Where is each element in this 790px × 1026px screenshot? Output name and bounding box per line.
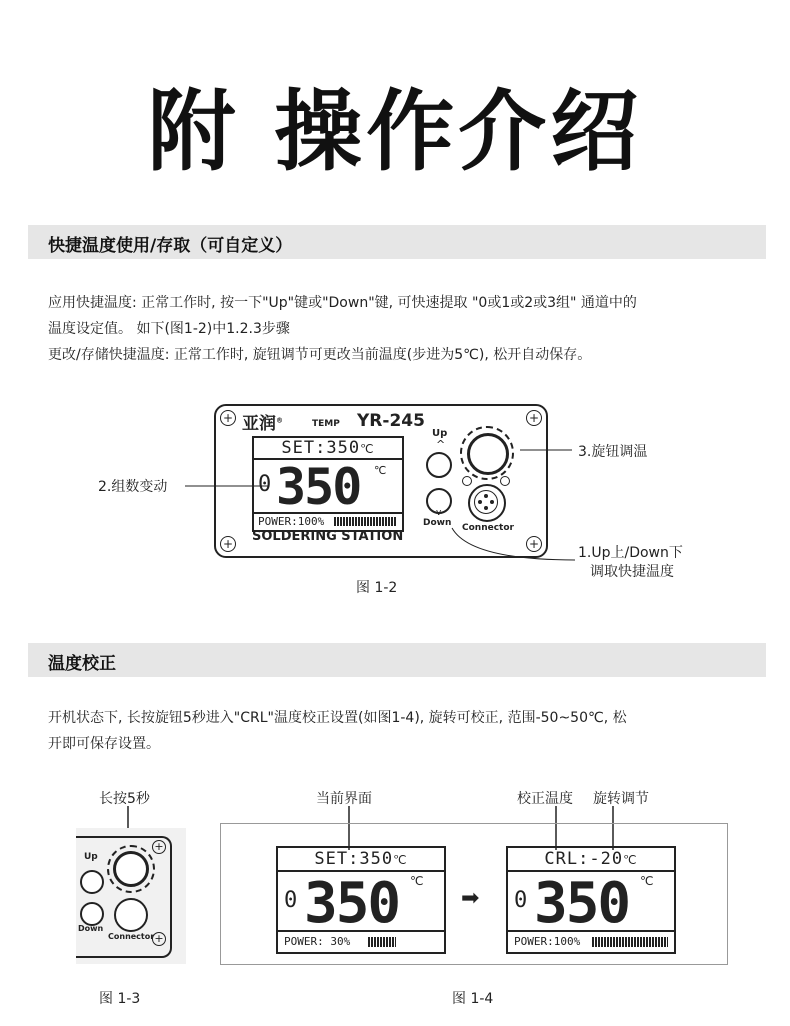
para-line: 更改/存储快捷温度: 正常工作时, 旋钮调节可更改当前温度(步进为5℃), 松开自动保存。 <box>48 347 592 363</box>
lcd-group-number: 0 <box>514 888 528 913</box>
figure-caption: 图 1-3 <box>99 991 141 1007</box>
para-line: 开机状态下, 长按旋钮5秒进入"CRL"温度校正设置(如图1-4), 旋转可校正, 范围-50~50℃, 松 <box>48 710 627 726</box>
callout-group-change: 2.组数变动 <box>98 479 168 495</box>
up-label: Up <box>432 428 448 439</box>
lcd-temperature: 350 <box>276 458 361 516</box>
down-label: Down <box>423 518 452 528</box>
screw-icon: + <box>220 536 236 552</box>
connector-label: Connector <box>462 523 514 533</box>
power-bar <box>368 937 396 947</box>
section-heading: 温度校正 <box>48 654 116 674</box>
para-line: 开即可保存设置。 <box>48 736 160 752</box>
connector-icon <box>114 898 148 932</box>
power-bar <box>592 937 668 947</box>
figure-caption: 图 1-2 <box>356 580 398 596</box>
lcd-calibration <box>506 846 676 954</box>
callout-current-screen: 当前界面 <box>316 791 372 807</box>
lcd-power-row: POWER:100% <box>254 512 402 530</box>
page-title: 附 操作介绍 <box>147 80 643 183</box>
lcd-group-number: 0 <box>284 888 298 913</box>
up-button[interactable] <box>80 870 104 894</box>
fig13-panel <box>76 828 186 964</box>
screw-icon: + <box>220 410 236 426</box>
figure-caption: 图 1-4 <box>452 991 494 1007</box>
lcd-temperature: 350 <box>304 871 400 936</box>
arrow-right-icon: ➡ <box>461 886 480 911</box>
lcd-unit: ℃ <box>640 874 654 888</box>
lcd-power-row: POWER:100% <box>508 930 674 952</box>
screw-icon: + <box>526 410 542 426</box>
lcd-set-row: SET:350℃ <box>254 438 402 460</box>
para-line: 温度设定值。 如下(图1-2)中1.2.3步骤 <box>48 321 290 337</box>
lcd-set-row: SET:350℃ <box>278 848 444 872</box>
temp-label: TEMP <box>312 419 340 429</box>
lcd-power-row: POWER: 30% <box>278 930 444 952</box>
down-label: Down <box>78 924 104 933</box>
callout-rotate-adjust: 旋转调节 <box>593 791 649 807</box>
lcd-current <box>276 846 446 954</box>
callout-updown-2: 调取快捷温度 <box>590 564 674 580</box>
lcd-unit: ℃ <box>410 874 424 888</box>
brand-logo: 亚润® <box>242 414 283 434</box>
model-label: YR-245 <box>357 411 425 431</box>
lcd-temperature: 350 <box>534 871 630 936</box>
lcd-unit: ℃ <box>374 464 387 477</box>
temperature-knob[interactable] <box>113 851 149 887</box>
callout-calibration-temp: 校正温度 <box>517 791 573 807</box>
lcd-crl-row: CRL:-20℃ <box>508 848 674 872</box>
chevron-up-icon: ^ <box>436 438 446 451</box>
chevron-down-icon: v <box>436 508 442 518</box>
screw-icon: + <box>152 932 166 946</box>
section-header-calibration <box>28 643 766 677</box>
fig14-frame <box>220 823 728 965</box>
lcd-group-number: 0 <box>258 472 272 497</box>
section-heading: 快捷温度使用/存取（可自定义） <box>48 236 293 256</box>
callout-long-press: 长按5秒 <box>99 791 150 807</box>
down-button[interactable] <box>80 902 104 926</box>
screw-icon: + <box>526 536 542 552</box>
callout-updown-1: 1.Up上/Down下 <box>578 545 683 561</box>
station-label: SOLDERING STATION <box>252 529 404 544</box>
callout-knob: 3.旋钮调温 <box>578 444 648 460</box>
screw-icon: + <box>152 840 166 854</box>
calibration-paragraph <box>48 705 748 757</box>
up-label: Up <box>84 852 98 862</box>
connector-label: Connector <box>108 932 155 941</box>
para-line: 应用快捷温度: 正常工作时, 按一下"Up"键或"Down"键, 可快速提取 "0或1或2或3组" 通道中的 <box>48 295 637 311</box>
